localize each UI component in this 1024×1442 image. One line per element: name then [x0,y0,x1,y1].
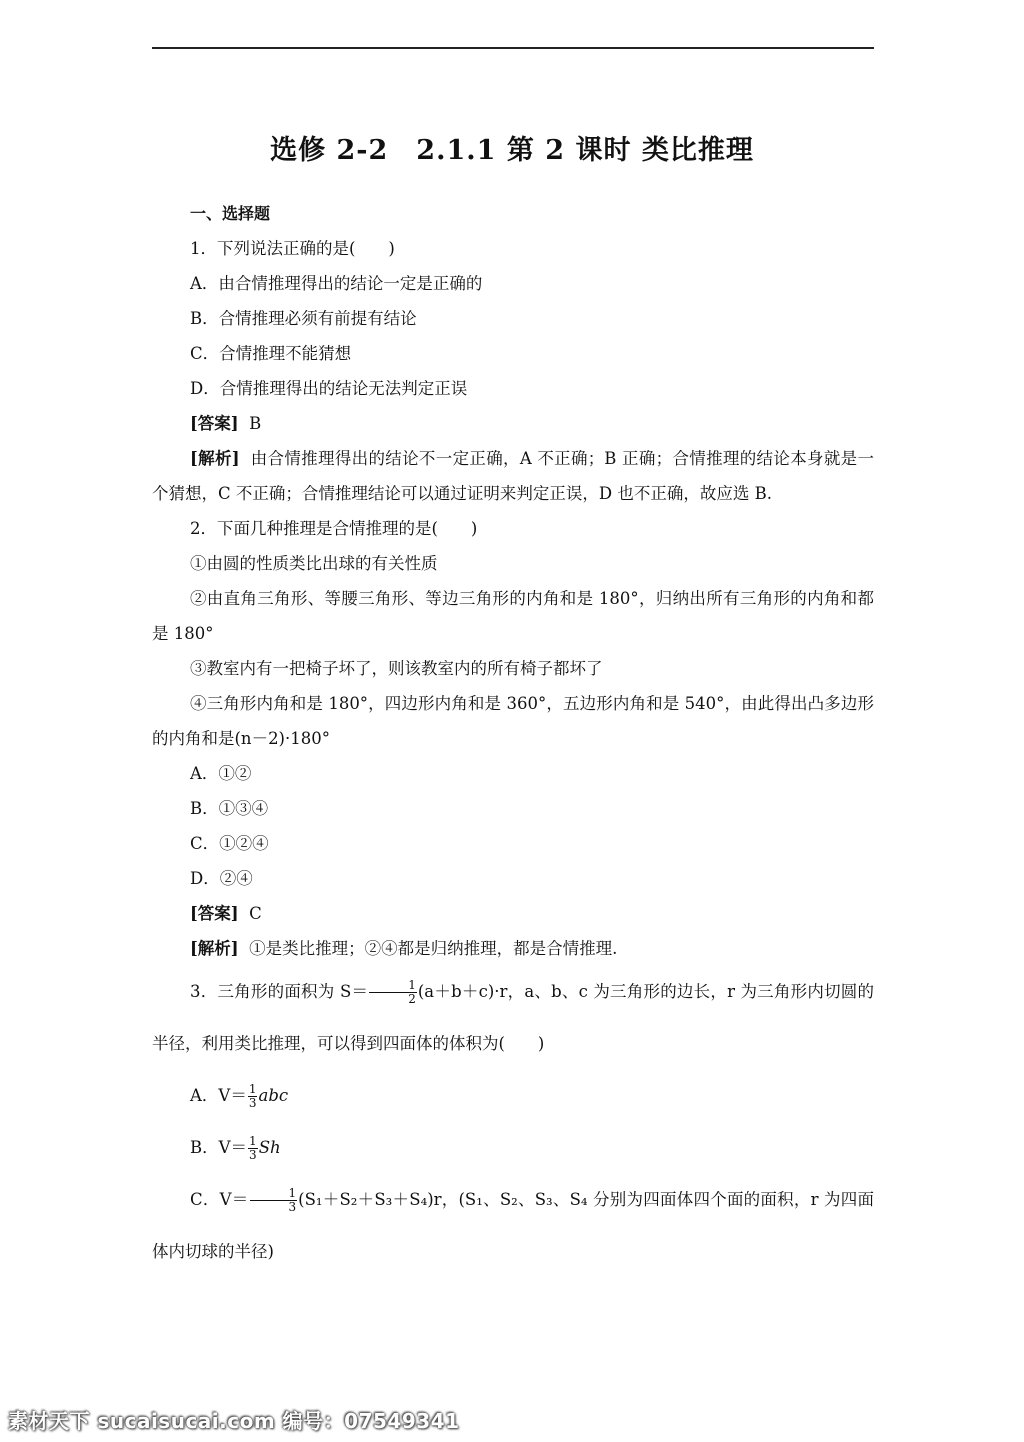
q3-option-b-fraction [248,1135,258,1162]
q2-analysis-text: ①是类比推理；②④都是归纳推理，都是合情推理. [249,939,618,958]
q1-option-a: A．由合情推理得出的结论一定是正确的 [190,274,483,293]
fraction-denominator: 3 [288,1200,297,1214]
q1-analysis-label: [解析] [190,449,240,468]
q2-item-2: ②由直角三角形、等腰三角形、等边三角形的内角和是 180°，归纳出所有三角形的内角和都是 180° [152,589,874,643]
q2-stem: 2．下面几种推理是合情推理的是( ) [190,519,478,538]
document-body [152,196,874,1278]
q3-stem-prefix: 3．三角形的面积为 S＝ [190,982,369,1001]
fraction-numerator: 1 [250,1187,298,1201]
page-title: 选修 2-2 2.1.1 第 2 课时 类比推理 [270,135,754,166]
q3-stem-rest: (a＋b＋c)·r，a、b、c 为三角形的边长，r 为三角形内切圆的半径，利用类比推理，可以得到四面体的体积为( ) [152,982,875,1053]
header-rule [152,47,874,49]
q2-answer-value: C [249,904,262,923]
q3-option-a-fraction [248,1083,258,1110]
q2-item-4: ④三角形内角和是 180°，四边形内角和是 360°，五边形内角和是 540°，由此得出凸多边形的内角和是(n－2)·180° [152,694,874,748]
q3-half-fraction [369,979,417,1006]
q2-option-b: B．①③④ [190,799,269,818]
fraction-denominator: 3 [249,1148,257,1162]
q3-option-b-prefix: B．V＝ [190,1138,248,1157]
q1-analysis-text: 由合情推理得出的结论不一定正确，A 不正确；B 正确；合情推理的结论本身就是一个猜想，C 不正确；合情推理结论可以通过证明来判定正误，D 也不正确，故应选 B. [152,449,874,503]
q1-stem: 1．下列说法正确的是( ) [190,239,395,258]
q1-analysis [152,441,874,511]
fraction-denominator: 3 [248,1096,257,1110]
q3-stem [152,966,874,1070]
q1-answer [152,406,874,441]
q1-option-d: D．合情推理得出的结论无法判定正误 [190,379,468,398]
q1-answer-value: B [249,414,262,433]
q2-analysis-label: [解析] [190,939,239,958]
q3-option-a-prefix: A．V＝ [190,1086,247,1105]
q1-option-b: B．合情推理必须有前提有结论 [190,309,417,328]
q1-option-c: C．合情推理不能猜想 [190,344,352,363]
q3-option-b-rest: Sh [258,1138,281,1157]
fraction-numerator: 1 [249,1134,257,1148]
q3-option-c [152,1174,874,1278]
q2-answer-label: [答案] [190,904,239,923]
q3-option-b [152,1122,874,1174]
q2-analysis [152,931,874,966]
q2-option-a: A．①② [190,764,252,783]
q2-option-c: C．①②④ [190,834,269,853]
fraction-numerator: 1 [248,1082,257,1096]
q3-option-a-rest: abc [258,1086,289,1105]
q2-option-d: D．②④ [190,869,253,888]
q2-answer [152,896,874,931]
q3-option-a [152,1070,874,1122]
q1-answer-label: [答案] [190,414,239,433]
q2-item-3: ③教室内有一把椅子坏了，则该教室内的所有椅子都坏了 [190,659,603,678]
fraction-numerator: 1 [369,979,417,993]
section-heading: 一、选择题 [190,204,271,223]
q2-item-1: ①由圆的性质类比出球的有关性质 [190,554,438,573]
watermark: 素材天下 sucaisucai.com 编号：07549341 [8,1409,460,1433]
q3-option-c-fraction [250,1187,298,1214]
fraction-denominator: 2 [408,992,416,1006]
q3-option-c-prefix: C．V＝ [190,1190,249,1209]
q3-option-c-rest: (S₁＋S₂＋S₃＋S₄)r，(S₁、S₂、S₃、S₄ 分别为四面体四个面的面积，r 为四面体内切球的半径) [152,1190,874,1261]
